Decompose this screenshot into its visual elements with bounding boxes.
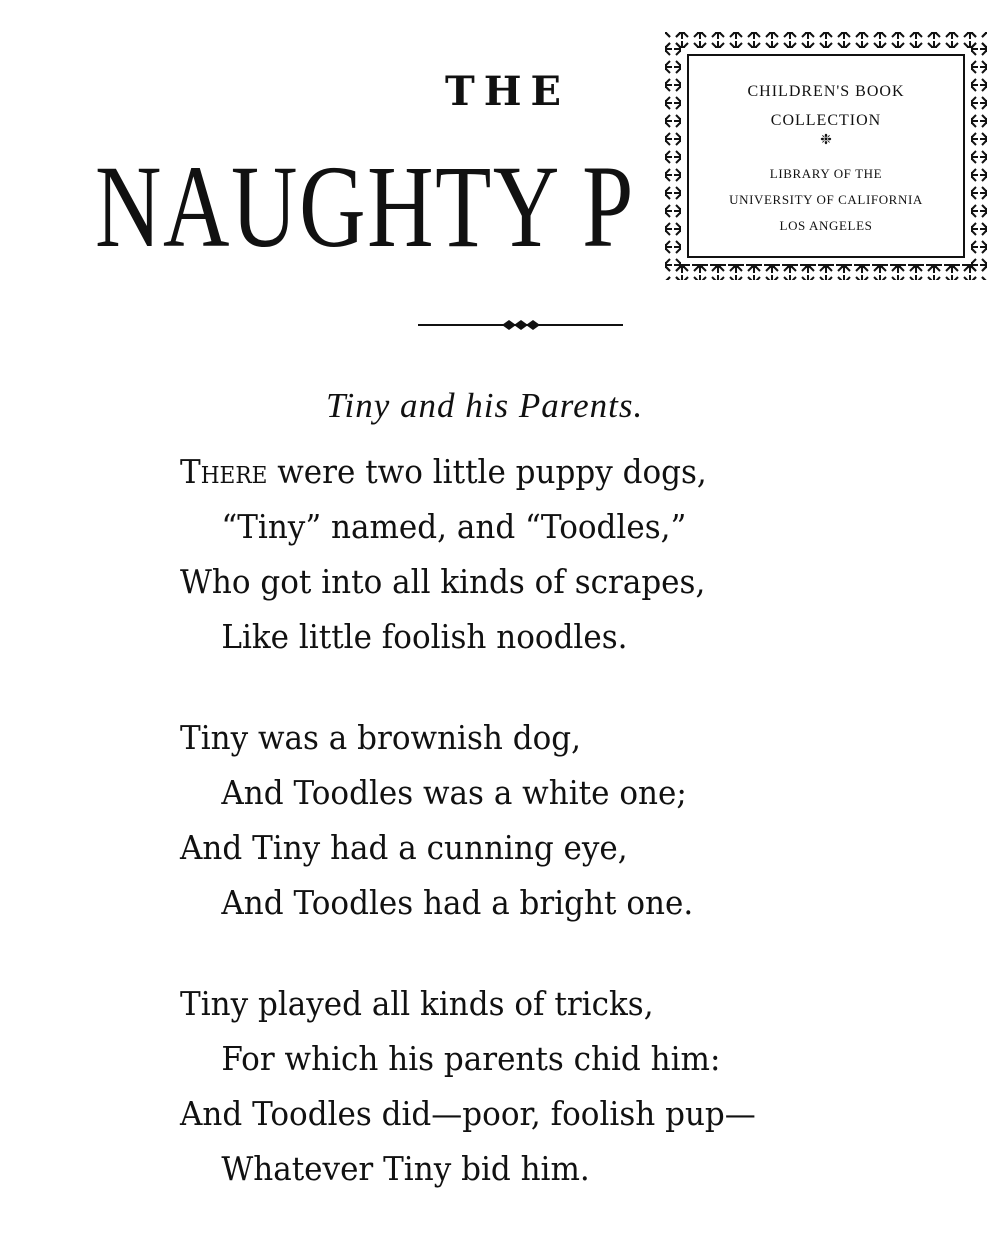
stamp-line-4: UNIVERSITY OF CALIFORNIA bbox=[729, 192, 923, 207]
poem-line: For which his parents chid him: bbox=[221, 1039, 721, 1078]
stamp-line-1: CHILDREN'S BOOK bbox=[747, 83, 905, 100]
ornamental-rule bbox=[418, 316, 623, 334]
stanza-2 bbox=[180, 710, 756, 930]
library-stamp bbox=[655, 22, 997, 290]
poem-line bbox=[180, 444, 756, 499]
poem-line: Tiny was a brownish dog, bbox=[180, 718, 581, 757]
poem-line: And Toodles did—poor, foolish pup— bbox=[180, 1094, 756, 1133]
poem-line: And Toodles was a white one; bbox=[221, 773, 687, 812]
stamp-collection-text bbox=[685, 77, 967, 135]
poem-line: Who got into all kinds of scrapes, bbox=[180, 562, 706, 601]
stamp-line-3: LIBRARY OF THE bbox=[769, 166, 883, 181]
stamp-library-text bbox=[685, 161, 967, 239]
poem-line: Tiny played all kinds of tricks, bbox=[180, 984, 654, 1023]
poem-line: And Toodles had a bright one. bbox=[221, 883, 694, 922]
stanza-1 bbox=[180, 444, 756, 664]
poem-subtitle: Tiny and his Parents. bbox=[326, 386, 644, 425]
book-title: NAUGHTY P bbox=[95, 141, 635, 272]
stamp-line-5: LOS ANGELES bbox=[779, 218, 873, 233]
poem-line: Like little foolish noodles. bbox=[221, 617, 628, 656]
drop-word: There bbox=[180, 452, 268, 491]
poem-line: “Tiny” named, and “Toodles,” bbox=[221, 507, 687, 546]
poem-line-text: were two little puppy dogs, bbox=[267, 452, 707, 491]
poem bbox=[180, 444, 756, 1242]
stanza-3 bbox=[180, 976, 756, 1196]
poem-line: Whatever Tiny bid him. bbox=[221, 1149, 590, 1188]
poem-line: And Tiny had a cunning eye, bbox=[180, 828, 628, 867]
stamp-line-2: COLLECTION bbox=[770, 112, 882, 129]
title-the: THE bbox=[445, 68, 571, 115]
stamp-ornament-icon: ❉ bbox=[820, 132, 832, 148]
stamp-border bbox=[655, 22, 997, 290]
